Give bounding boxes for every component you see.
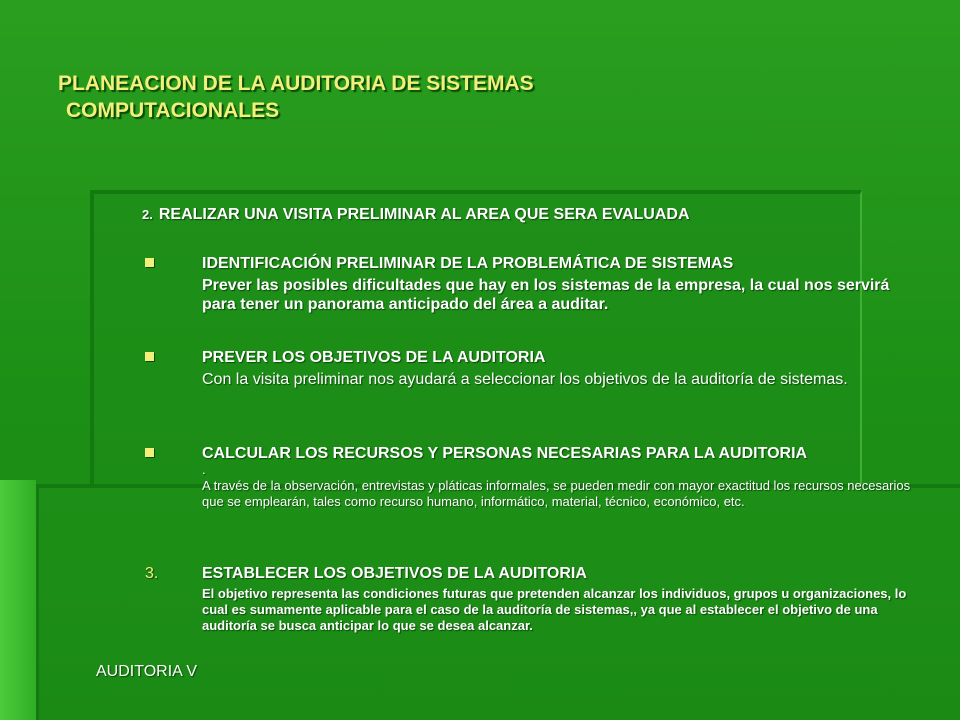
item-body: A través de la observación, entrevistas y pláticas informales, se pueden medir con mayor exactitud los recursos necesarios que se emplearán, tales como recurso humano, informático, material, técnico, económico, etc.: [202, 478, 911, 509]
section-heading: [142, 205, 690, 225]
title-line-1: PLANEACION DE LA AUDITORIA DE SISTEMAS: [58, 72, 534, 95]
item-dot: .: [202, 462, 206, 477]
item-number: 3.: [145, 565, 159, 582]
square-bullet-icon: [145, 448, 154, 457]
item-heading: IDENTIFICACIÓN PRELIMINAR DE LA PROBLEMÁTICA DE SISTEMAS: [202, 255, 734, 272]
list-item: [145, 254, 925, 314]
item-body: Con la visita preliminar nos ayudará a seleccionar los objetivos de la auditoría de sistemas.: [202, 371, 848, 388]
section-number: 2.: [142, 207, 153, 222]
list-item: [145, 444, 925, 510]
list-item: [145, 564, 925, 634]
section-heading-text: REALIZAR UNA VISITA PRELIMINAR AL AREA QUE SERA EVALUADA: [158, 206, 690, 223]
item-heading: CALCULAR LOS RECURSOS Y PERSONAS NECESARIAS PARA LA AUDITORIA: [202, 445, 808, 462]
list-item: [145, 348, 925, 389]
square-bullet-icon: [145, 352, 154, 361]
item-body: Prever las posibles dificultades que hay en los sistemas de la empresa, la cual nos servirá para tener un panorama anticipado del área a auditar.: [202, 277, 890, 313]
footer-text: AUDITORIA V: [96, 663, 198, 680]
title-line-2: COMPUTACIONALES: [66, 99, 280, 122]
square-bullet-icon: [145, 258, 154, 267]
item-heading: PREVER LOS OBJETIVOS DE LA AUDITORIA: [202, 349, 546, 366]
item-heading: ESTABLECER LOS OBJETIVOS DE LA AUDITORIA: [202, 565, 587, 582]
item-body: El objetivo representa las condiciones futuras que pretenden alcanzar los individuos, grupos u organizaciones, lo cual es sumamente aplicable para el caso de la auditoría de sistemas,, ya que al establecer el objetivo de una auditoría se busca anticipar lo que se desea alcanzar.: [202, 586, 907, 633]
